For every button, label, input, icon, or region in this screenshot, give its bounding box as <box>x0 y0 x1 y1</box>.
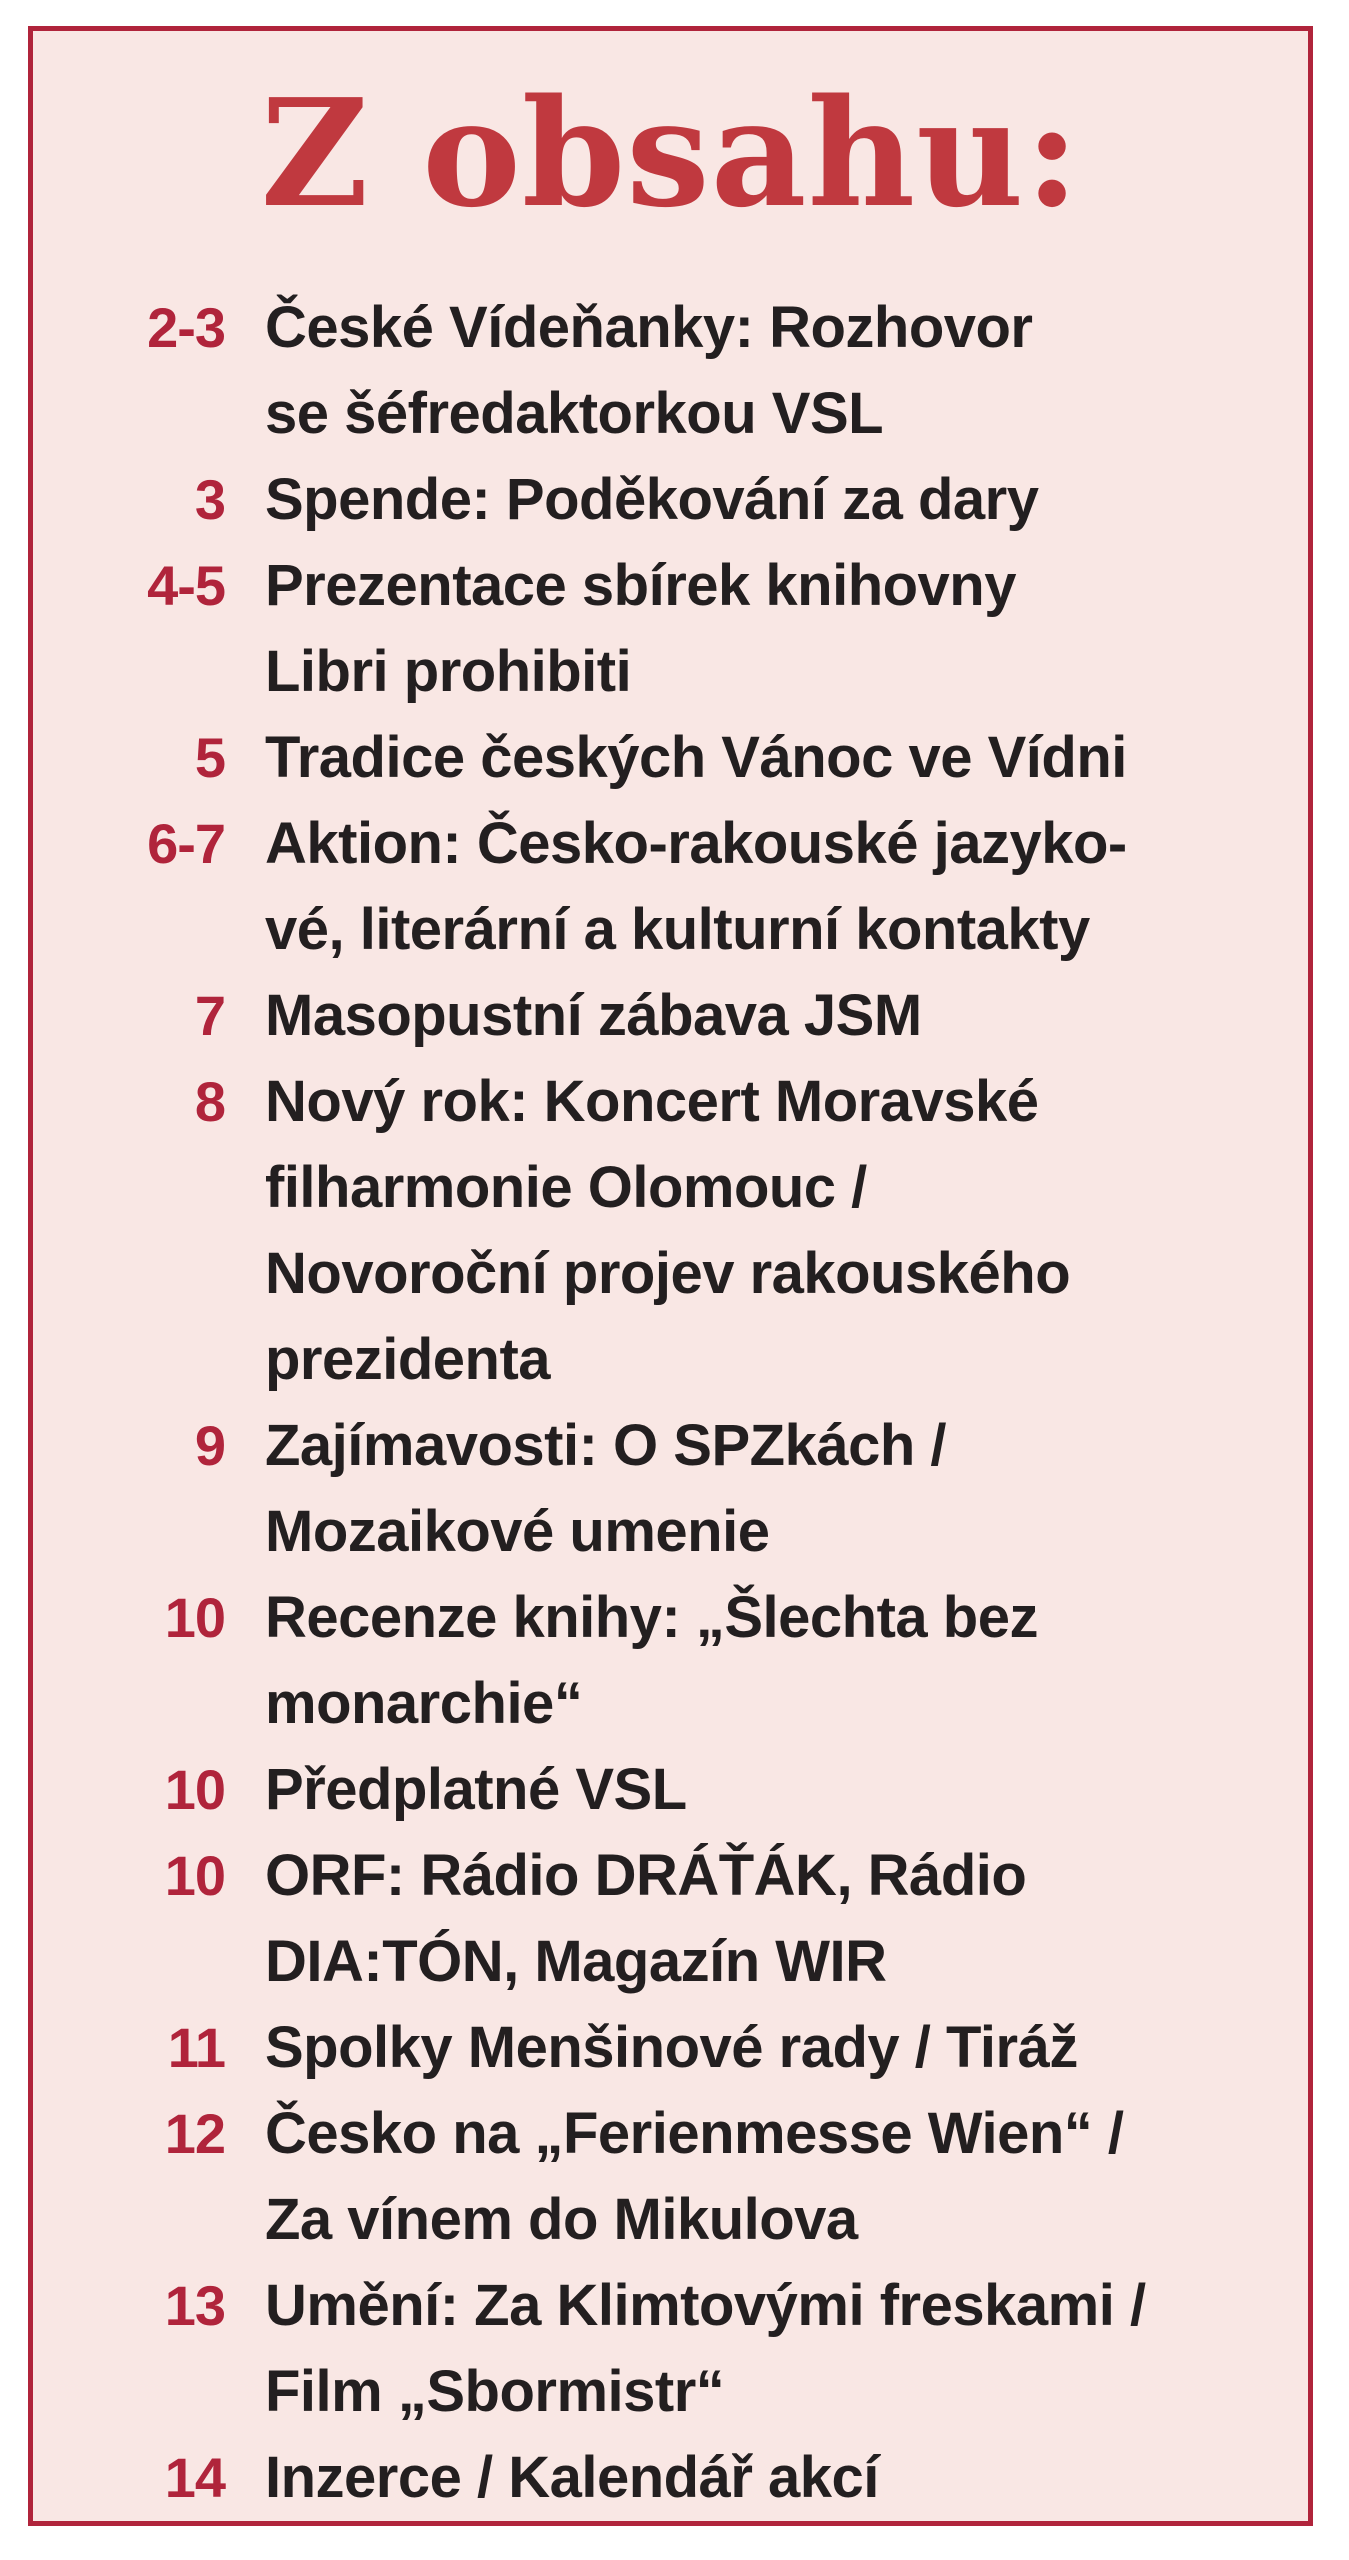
entry-title <box>265 2263 1265 2435</box>
contents-entry <box>33 1575 1308 1747</box>
entry-title-line: Recenze knihy: „Šlechta bez <box>265 1585 1038 1650</box>
entry-title-line: Inzerce / Kalendář akcí <box>265 2445 879 2510</box>
entry-title-line: Předplatné VSL <box>265 1757 687 1822</box>
entry-page-number: 5 <box>194 726 225 789</box>
entry-title-line: Spolky Menšinové rady / Tiráž <box>265 2015 1078 2080</box>
entry-title-line: prezidenta <box>265 1327 551 1392</box>
entry-title-line: Aktion: Česko-rakouské jazyko- <box>265 811 1127 876</box>
entry-title-line: filharmonie Olomouc / <box>265 1155 867 1220</box>
entry-title-line: Libri prohibiti <box>265 639 632 704</box>
entry-page-number: 9 <box>194 1414 225 1477</box>
entry-title <box>265 1575 1265 1747</box>
contents-box <box>28 26 1313 2526</box>
contents-list <box>33 285 1308 2521</box>
entry-title-line: Za vínem do Mikulova <box>265 2187 858 2252</box>
entry-page-number: 11 <box>167 2016 225 2079</box>
entry-title-line: Prezentace sbírek knihovny <box>265 553 1016 618</box>
entry-page-number: 4-5 <box>147 554 225 617</box>
entry-title-line: Spende: Poděkování za dary <box>265 467 1039 532</box>
entry-page-number: 7 <box>194 984 225 1047</box>
entry-title <box>265 1403 1265 1575</box>
entry-title <box>265 457 1265 543</box>
entry-title-line: Tradice českých Vánoc ve Vídni <box>265 725 1127 790</box>
entry-page-number: 8 <box>194 1070 225 1133</box>
entry-page-number: 14 <box>164 2446 225 2509</box>
entry-page-number: 3 <box>194 468 225 531</box>
entry-title-line: Novoroční projev rakouského <box>265 1241 1071 1306</box>
contents-entry <box>33 2263 1308 2435</box>
entry-page-number: 10 <box>164 1758 225 1821</box>
entry-title-line: Umění: Za Klimtovými freskami / <box>265 2273 1146 2338</box>
entry-page-number: 12 <box>164 2102 225 2165</box>
contents-entry <box>33 543 1308 715</box>
entry-title <box>265 543 1265 715</box>
contents-entry <box>33 1833 1308 2005</box>
contents-entry <box>33 1403 1308 1575</box>
entry-title <box>265 285 1265 457</box>
entry-title-line: se šéfredaktorkou VSL <box>265 381 884 446</box>
entry-title-line: Masopustní zábava JSM <box>265 983 922 1048</box>
entry-title <box>265 1747 1265 1833</box>
entry-title <box>265 801 1265 973</box>
entry-title-line: Film „Sbormistr“ <box>265 2359 725 2424</box>
entry-page-number: 2-3 <box>147 296 225 359</box>
entry-title-line: monarchie“ <box>265 1671 583 1736</box>
entry-title-line: ORF: Rádio DRÁŤÁK, Rádio <box>265 1843 1027 1908</box>
contents-entry <box>33 801 1308 973</box>
entry-page-number: 10 <box>164 1586 225 1649</box>
entry-title <box>265 2091 1265 2263</box>
contents-entry <box>33 457 1308 543</box>
contents-entry <box>33 2435 1308 2521</box>
entry-title-line: Mozaikové umenie <box>265 1499 770 1564</box>
entry-title-line: Nový rok: Koncert Moravské <box>265 1069 1039 1134</box>
entry-title-line: DIA:TÓN, Magazín WIR <box>265 1929 887 1994</box>
contents-entry <box>33 973 1308 1059</box>
entry-title <box>265 2435 1265 2521</box>
contents-title: Z obsahu: <box>260 66 1081 240</box>
entry-page-number: 10 <box>164 1844 225 1907</box>
contents-entry <box>33 2091 1308 2263</box>
entry-title-line: Zajímavosti: O SPZkách / <box>265 1413 946 1478</box>
contents-entry <box>33 2005 1308 2091</box>
entry-title <box>265 715 1265 801</box>
entry-page-number: 6-7 <box>147 812 225 875</box>
contents-entry <box>33 285 1308 457</box>
entry-title-line: České Vídeňanky: Rozhovor <box>265 295 1033 360</box>
entry-title <box>265 1833 1265 2005</box>
entry-title <box>265 2005 1265 2091</box>
contents-entry <box>33 1059 1308 1403</box>
entry-title-line: vé, literární a kulturní kontakty <box>265 897 1090 962</box>
entry-title-line: Česko na „Ferienmesse Wien“ / <box>265 2101 1124 2166</box>
entry-title <box>265 1059 1265 1403</box>
entry-page-number: 13 <box>164 2274 225 2337</box>
entry-title <box>265 973 1265 1059</box>
contents-entry <box>33 715 1308 801</box>
contents-entry <box>33 1747 1308 1833</box>
